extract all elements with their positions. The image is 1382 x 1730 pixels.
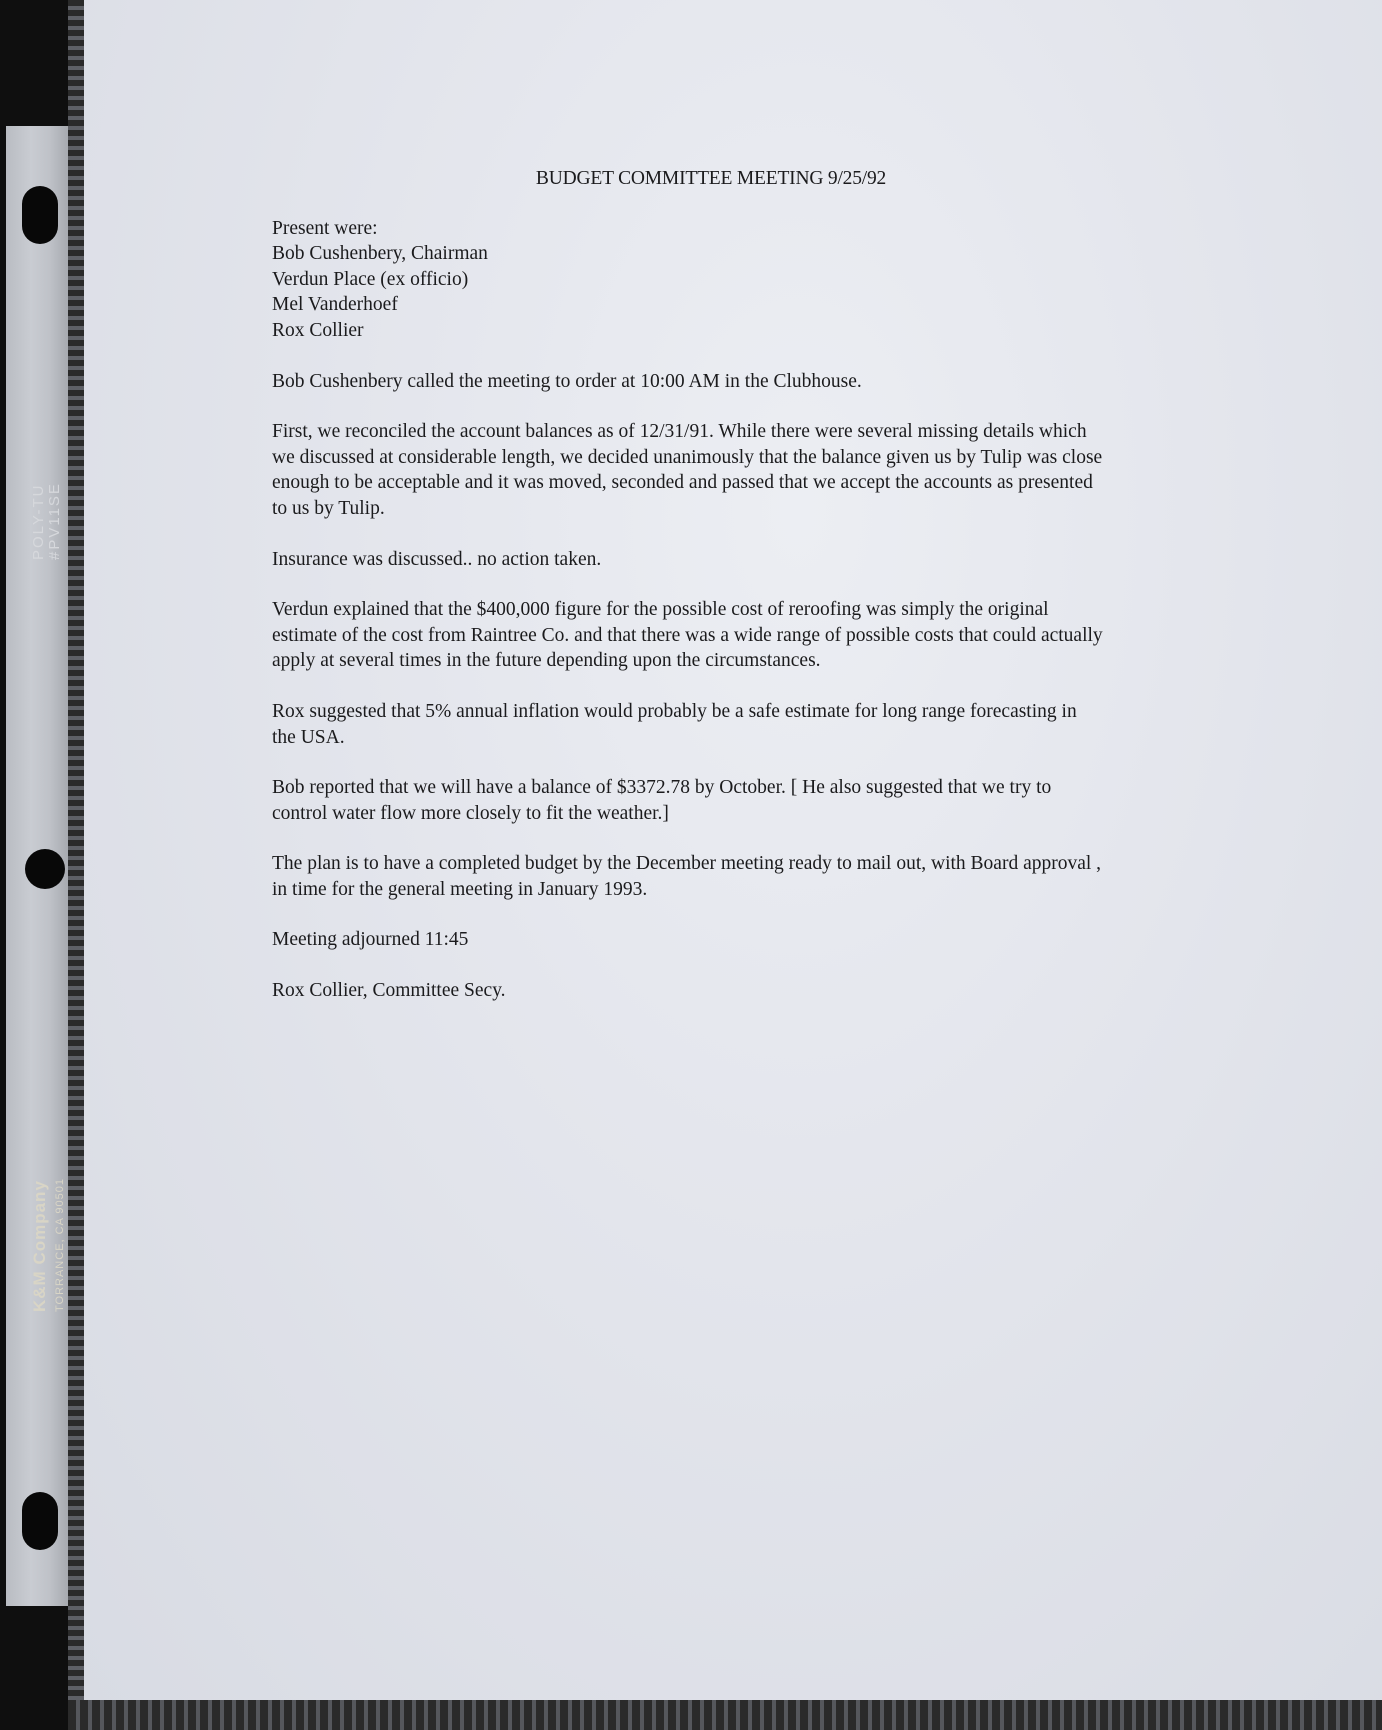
paragraph-balance: Bob reported that we will have a balance of $3372.78 by October. [ He also suggested that we try to control water flow more closely to fit the weather.] [272, 777, 1052, 824]
binder-hole-bottom [22, 1492, 58, 1550]
perforated-edge [68, 0, 84, 1730]
binder-hole-middle [25, 849, 65, 889]
binder-hole-top [22, 186, 58, 244]
attendee: Bob Cushenbery, Chairman [272, 243, 488, 265]
scan-bottom-edge [68, 1700, 1382, 1730]
attendee: Mel Vanderhoef [272, 294, 398, 316]
attendee: Rox Collier [272, 319, 364, 341]
paragraph-call-to-order: Bob Cushenbery called the meeting to order at 10:00 AM in the Clubhouse. [272, 370, 862, 392]
product-code-line2: #PV11SE [46, 482, 63, 560]
paragraph-inflation: Rox suggested that 5% annual inflation would probably be a safe estimate for long range forecasting in the USA. [272, 700, 1077, 748]
memo-body [272, 160, 1192, 1029]
paragraph-adjourned: Meeting adjourned 11:45 [272, 929, 469, 951]
attendee-list [272, 216, 1192, 344]
attendees-heading: Present were: [272, 217, 378, 239]
signature-line: Rox Collier, Committee Secy. [272, 980, 506, 1002]
paragraph-insurance: Insurance was discussed.. no action taken. [272, 548, 602, 570]
attendee: Verdun Place (ex officio) [272, 268, 469, 290]
page-title: BUDGET COMMITTEE MEETING 9/25/92 [535, 168, 887, 189]
binder-edge-bottom [0, 1606, 68, 1730]
paragraph-reroofing: Verdun explained that the $400,000 figure for the possible cost of reroofing was simply the original estimate of the cost from Raintree Co. and that there was a wide range of possible costs that could actually apply at several times in the future depending upon the circumstances. [272, 599, 1103, 672]
brand-name: K&M Company [30, 1180, 49, 1312]
binder-edge-top [0, 0, 68, 126]
brand-location: TORRANCE, CA 90501 [54, 1178, 66, 1312]
product-code-line1: POLY-TU [30, 483, 47, 560]
paragraph-budget-plan: The plan is to have a completed budget by the December meeting ready to mail out, with Board approval , in time for the general meeting in January 1993. [272, 853, 1102, 900]
paragraph-reconciliation: First, we reconciled the account balances as of 12/31/91. While there were several missing details which we discussed at considerable length, we decided unanimously that the balance given us by Tulip was close enough to be acceptable and it was moved, seconded and passed that we accept the accounts as presented to us by Tulip. [272, 421, 1103, 519]
